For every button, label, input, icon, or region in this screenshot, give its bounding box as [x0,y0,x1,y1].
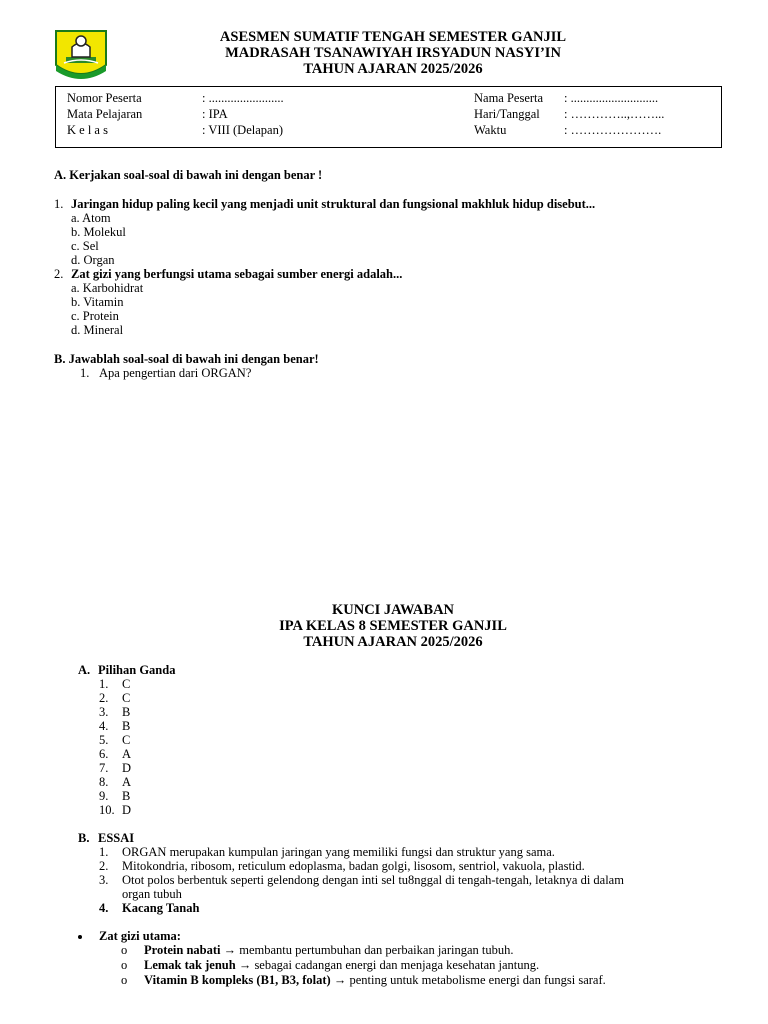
list-item [144,943,514,957]
mata-pelajaran-label: Mata Pelajaran [67,107,143,121]
pg-answer: C [122,691,131,705]
essay-number: 1. [99,845,109,859]
pg-label: A. [78,663,91,677]
list-bullet: o [121,973,128,987]
list-bullet: o [121,958,128,972]
waktu-value: : …………………. [564,123,662,137]
answer-option: c. Sel [71,239,99,253]
pg-number: 1. [99,677,109,691]
essay-answer: Mitokondria, ribosom, reticulum edoplasma, badan golgi, lisosom, sentriol, vakuola, plastid. [122,859,585,873]
answer-key-year: TAHUN AJARAN 2025/2026 [303,634,483,650]
nomor-peserta-value: : ........................ [202,91,284,105]
question-number: 2. [54,267,64,281]
nama-peserta-value: : ............................ [564,91,659,105]
pg-number: 8. [99,775,109,789]
essay-answer-continued: organ tubuh [122,887,182,901]
academic-year: TAHUN AJARAN 2025/2026 [303,61,483,77]
answer-key-title: KUNCI JAWABAN [331,602,455,618]
pg-answer: B [122,705,131,719]
hari-tanggal-label: Hari/Tanggal [474,107,540,121]
pg-number: 3. [99,705,109,719]
answer-key-subtitle: IPA KELAS 8 SEMESTER GANJIL [279,618,507,634]
essay-number: 4. [99,901,109,915]
question-number: 1. [54,197,64,211]
pg-number: 2. [99,691,109,705]
nutrient-description: membantu pertumbuhan dan perbaikan jaringan tubuh. [239,943,514,957]
essay-title: ESSAI [98,831,135,845]
arrow-icon: → [223,943,237,957]
zat-gizi-title: Zat gizi utama: [99,929,181,943]
essay-answer: Kacang Tanah [122,901,200,915]
pg-answer: A [122,747,132,761]
pg-number: 9. [99,789,109,803]
section-a-title: A. Kerjakan soal-soal di bawah ini dengan benar ! [54,168,323,182]
question-text: Jaringan hidup paling kecil yang menjadi unit struktural dan fungsional makhluk hidup disebut... [71,197,596,211]
answer-option: b. Molekul [71,225,126,239]
pg-number: 7. [99,761,109,775]
pg-answer: B [122,719,131,733]
kelas-value: : VIII (Delapan) [202,123,283,137]
question-number: 1. [80,366,90,380]
school-name: MADRASAH TSANAWIYAH IRSYADUN NASYI’IN [225,45,561,61]
pg-number: 4. [99,719,109,733]
madrasah-logo-icon [52,27,110,81]
answer-option: d. Mineral [71,323,124,337]
list-bullet: o [121,943,128,957]
waktu-label: Waktu [474,123,507,137]
pg-answer: C [122,733,131,747]
essay-number: 3. [99,873,109,887]
nutrient-name: Lemak tak jenuh [144,958,236,972]
essay-answer: Otot polos berbentuk seperti gelendong dengan inti sel tu8nggal di tengah-tengah, letaknya di dalam [122,873,624,887]
pg-answer: D [122,761,132,775]
arrow-icon: → [238,958,252,972]
mata-pelajaran-value: : IPA [202,107,228,121]
hari-tanggal-value: : …………..,……... [564,107,665,121]
pg-answer: C [122,677,131,691]
pg-number: 10. [99,803,115,817]
answer-option: a. Atom [71,211,111,225]
student-info-box [55,86,722,148]
list-item [144,958,539,972]
question-text: Apa pengertian dari ORGAN? [99,366,252,380]
essay-label: B. [78,831,90,845]
pg-answer: D [122,803,132,817]
answer-option: b. Vitamin [71,295,124,309]
bullet-icon [78,935,82,939]
pg-number: 6. [99,747,109,761]
nutrient-description: sebagai cadangan energi dan menjaga kesehatan jantung. [254,958,540,972]
arrow-icon: → [333,973,347,987]
pg-title: Pilihan Ganda [98,663,176,677]
exam-title-line1: ASESMEN SUMATIF TENGAH SEMESTER GANJIL [219,29,567,45]
essay-answer: ORGAN merupakan kumpulan jaringan yang memiliki fungsi dan struktur yang sama. [122,845,555,859]
answer-option: a. Karbohidrat [71,281,144,295]
kelas-label: K e l a s [67,123,108,137]
nutrient-name: Vitamin B kompleks (B1, B3, folat) [144,973,331,987]
answer-option: d. Organ [71,253,115,267]
nutrient-name: Protein nabati [144,943,221,957]
question-text: Zat gizi yang berfungsi utama sebagai sumber energi adalah... [71,267,403,281]
pg-answer: A [122,775,132,789]
pg-answer: B [122,789,131,803]
essay-number: 2. [99,859,109,873]
list-item [144,973,606,987]
section-b-title: B. Jawablah soal-soal di bawah ini dengan benar! [54,352,319,366]
nama-peserta-label: Nama Peserta [474,91,544,105]
answer-option: c. Protein [71,309,119,323]
nutrient-description: penting untuk metabolisme energi dan fungsi saraf. [349,973,606,987]
pg-number: 5. [99,733,109,747]
nomor-peserta-label: Nomor Peserta [67,91,142,105]
